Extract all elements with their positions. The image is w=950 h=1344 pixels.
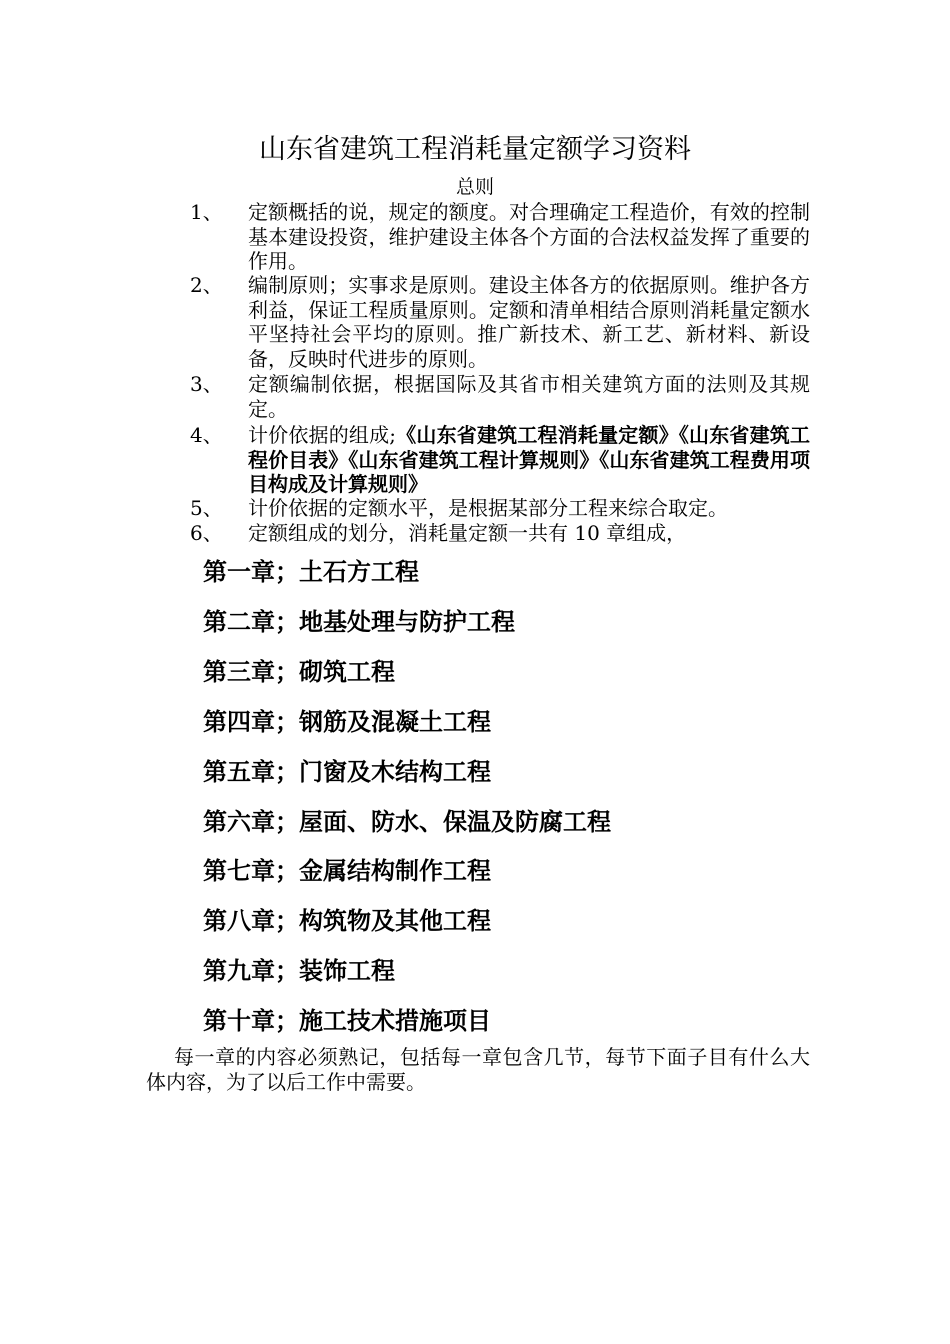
list-item-text: 定额概括的说，规定的额度。对合理确定工程造价，有效的控制基本建设投资，维护建设主体各个方面的合法权益发挥了重要的作用。 — [248, 200, 810, 273]
chapter-heading: 第三章；砌筑工程 — [203, 658, 395, 686]
list-item — [190, 200, 810, 274]
chapter-heading: 第四章；钢筋及混凝土工程 — [203, 708, 491, 736]
list-item — [190, 372, 810, 421]
closing-paragraph: 每一章的内容必须熟记，包括每一章包含几节，每节下面子目有什么大体内容，为了以后工作中需要。 — [146, 1045, 810, 1094]
list-item-number: 6、 — [190, 521, 223, 545]
document-title: 山东省建筑工程消耗量定额学习资料 — [259, 134, 691, 165]
list-item — [190, 273, 810, 371]
list-item-text: 定额组成的划分，消耗量定额一共有 10 章组成， — [248, 521, 687, 545]
chapter-heading: 第一章；土石方工程 — [203, 558, 419, 586]
list-item — [190, 521, 810, 546]
chapter-heading: 第九章；装饰工程 — [203, 957, 395, 985]
list-item-number: 2、 — [190, 273, 223, 297]
chapter-heading: 第八章；构筑物及其他工程 — [203, 907, 491, 935]
list-item-number: 4、 — [190, 423, 223, 447]
chapter-heading: 第五章；门窗及木结构工程 — [203, 758, 491, 786]
list-item-text: 定额编制依据，根据国际及其省市相关建筑方面的法则及其规定。 — [248, 372, 810, 421]
list-item — [190, 496, 810, 521]
list-item-number: 3、 — [190, 372, 223, 396]
list-item — [190, 423, 810, 497]
list-item-number: 5、 — [190, 496, 223, 520]
list-item-label: 计价依据的组成; — [248, 423, 397, 447]
chapter-heading: 第七章；金属结构制作工程 — [203, 857, 491, 885]
chapter-heading: 第六章；屋面、防水、保温及防腐工程 — [203, 808, 611, 836]
regulation-titles: 《山东省建筑工程消耗量定额》《山东省建筑工程价目表》《山东省建筑工程计算规则》《山东省建筑工程费用项目构成及计算规则》 — [248, 423, 810, 496]
list-item-number: 1、 — [190, 200, 223, 224]
chapter-heading: 第二章；地基处理与防护工程 — [203, 608, 515, 636]
section-heading: 总则 — [455, 176, 494, 198]
chapter-heading: 第十章；施工技术措施项目 — [203, 1007, 491, 1035]
list-item-text — [248, 423, 810, 497]
list-item-text: 编制原则；实事求是原则。建设主体各方的依据原则。维护各方利益，保证工程质量原则。定额和清单相结合原则消耗量定额水平坚持社会平均的原则。推广新技术、新工艺、新材料、新设备，反映时代进步的原则。 — [248, 273, 810, 371]
list-item-text: 计价依据的定额水平，是根据某部分工程来综合取定。 — [248, 496, 728, 520]
